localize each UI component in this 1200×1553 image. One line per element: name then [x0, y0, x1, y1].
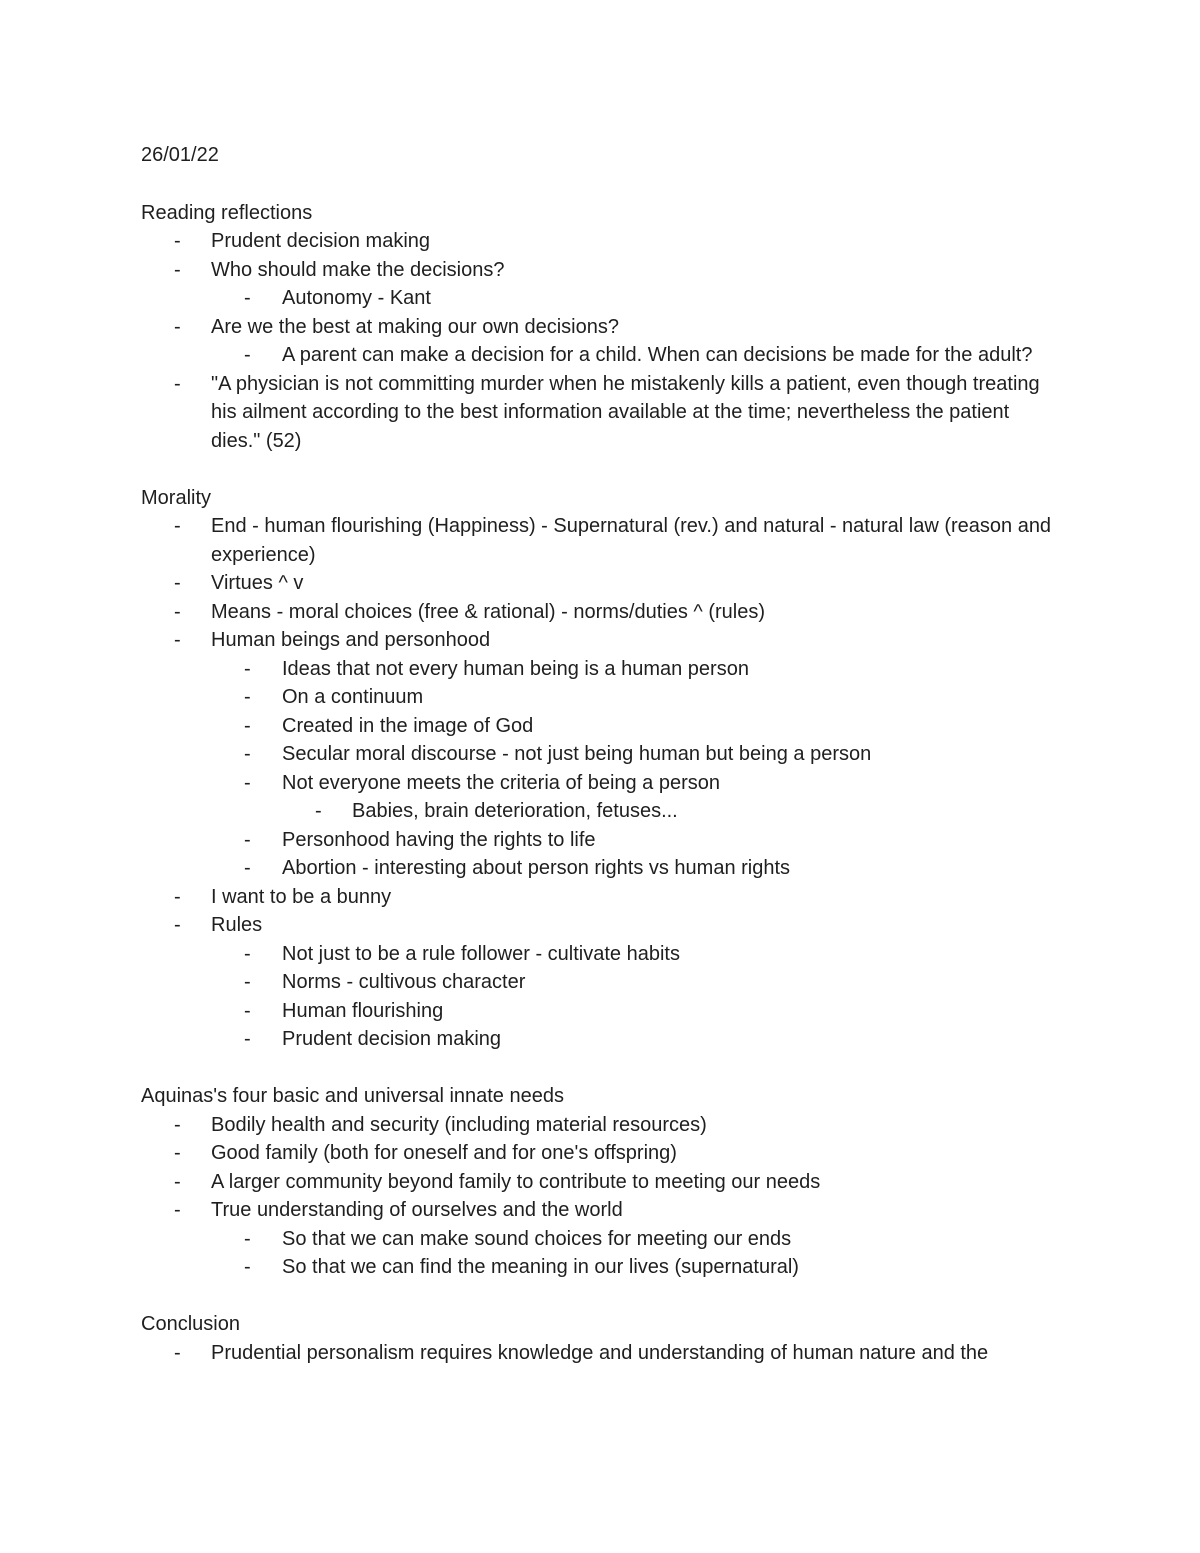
bullet-text: "A physician is not committing murder when he mistakenly kills a patient, even though treating his ailment according to the best information available at the time; nevertheless the patient dies." (52)	[211, 372, 1040, 452]
bullet-text: Autonomy - Kant	[282, 287, 431, 309]
bullet-text: So that we can find the meaning in our lives (supernatural)	[282, 1256, 799, 1278]
bullet-dash: -	[174, 1113, 181, 1136]
bullet-text: Good family (both for oneself and for one's offspring)	[211, 1142, 677, 1164]
bullet-item	[141, 1139, 1061, 1168]
bullet-text: Prudent decision making	[211, 230, 431, 252]
bullet-dash: -	[315, 800, 322, 822]
bullet-text: Bodily health and security (including material resources)	[211, 1113, 707, 1136]
bullet-item	[141, 997, 1061, 1026]
bullet-dash: -	[174, 372, 181, 395]
bullet-dash: -	[174, 885, 181, 908]
bullet-text: Secular moral discourse - not just being human but being a person	[282, 743, 872, 765]
bullet-item	[141, 940, 1061, 969]
bullet-item	[141, 740, 1061, 769]
bullet-dash: -	[244, 828, 251, 851]
bullet-item	[141, 370, 1061, 456]
bullet-dash: -	[244, 686, 251, 708]
bullet-text: Human beings and personhood	[211, 629, 491, 651]
bullet-item	[141, 769, 1061, 798]
bullet-text: Means - moral choices (free & rational) - norms/duties ^ (rules)	[211, 600, 766, 623]
bullet-text: Rules	[211, 914, 263, 936]
bullet-dash: -	[174, 914, 181, 936]
bullet-item	[141, 683, 1061, 712]
bullet-dash: -	[174, 1170, 181, 1193]
bullet-dash: -	[244, 344, 251, 366]
bullet-text: Not just to be a rule follower - cultivate habits	[282, 942, 680, 965]
bullet-dash: -	[244, 743, 251, 765]
bullet-item	[141, 655, 1061, 684]
bullet-dash: -	[174, 515, 181, 537]
bullet-dash: -	[244, 1028, 251, 1050]
bullet-text: Babies, brain deterioration, fetuses...	[352, 800, 678, 822]
bullet-dash: -	[174, 1142, 181, 1164]
bullet-text: Who should make the decisions?	[211, 258, 505, 281]
note-section	[141, 1082, 1061, 1282]
bullet-item	[141, 712, 1061, 741]
bullet-dash: -	[174, 1199, 181, 1221]
bullet-text: Not everyone meets the criteria of being a person	[282, 771, 721, 794]
bullet-dash: -	[244, 714, 251, 737]
section-heading: Morality	[141, 486, 212, 509]
section-heading: Reading reflections	[141, 201, 313, 224]
bullet-text: Norms - cultivous character	[282, 971, 526, 993]
bullet-text: Prudent decision making	[282, 1028, 502, 1050]
bullet-item	[141, 1339, 1061, 1368]
bullet-text: Ideas that not every human being is a human person	[282, 657, 749, 680]
bullet-item	[141, 968, 1061, 997]
bullet-dash: -	[174, 629, 181, 651]
bullet-item	[141, 1111, 1061, 1140]
bullet-text: On a continuum	[282, 686, 424, 708]
bullet-item	[141, 313, 1061, 342]
bullet-item	[141, 911, 1061, 940]
bullet-item	[141, 797, 1061, 826]
bullet-item	[141, 341, 1061, 370]
bullet-dash: -	[244, 942, 251, 965]
bullet-text: I want to be a bunny	[211, 885, 392, 908]
bullet-dash: -	[244, 771, 251, 794]
bullet-text: A larger community beyond family to contribute to meeting our needs	[211, 1170, 821, 1193]
bullet-item	[141, 626, 1061, 655]
bullet-dash: -	[244, 857, 251, 879]
sections-container	[141, 199, 1061, 1368]
section-heading: Aquinas's four basic and universal innate needs	[141, 1085, 564, 1107]
bullet-item	[141, 1253, 1061, 1282]
bullet-item	[141, 284, 1061, 313]
bullet-dash: -	[244, 657, 251, 680]
bullet-dash: -	[174, 1341, 181, 1364]
bullet-dash: -	[244, 287, 251, 309]
bullet-item	[141, 1225, 1061, 1254]
note-section	[141, 1310, 1061, 1367]
section-heading: Conclusion	[141, 1313, 240, 1335]
bullet-text: True understanding of ourselves and the world	[211, 1199, 623, 1221]
bullet-item	[141, 883, 1061, 912]
bullet-dash: -	[174, 600, 181, 623]
bullet-item	[141, 512, 1061, 569]
bullet-dash: -	[244, 971, 251, 993]
bullet-text: Created in the image of God	[282, 714, 534, 737]
bullet-dash: -	[244, 999, 251, 1022]
bullet-text: Are we the best at making our own decisions?	[211, 315, 619, 338]
bullet-item	[141, 256, 1061, 285]
note-date: 26/01/22	[141, 144, 219, 166]
bullet-text: A parent can make a decision for a child. When can decisions be made for the adult?	[282, 344, 1033, 366]
bullet-item	[141, 826, 1061, 855]
bullet-dash: -	[174, 572, 181, 594]
bullet-text: Personhood having the rights to life	[282, 828, 596, 851]
note-section	[141, 484, 1061, 1054]
bullet-dash: -	[174, 315, 181, 338]
bullet-dash: -	[174, 258, 181, 281]
bullet-text: So that we can make sound choices for meeting our ends	[282, 1227, 792, 1250]
bullet-dash: -	[244, 1256, 251, 1278]
bullet-dash: -	[174, 230, 181, 252]
bullet-text: Virtues ^ v	[211, 572, 304, 594]
bullet-text: Abortion - interesting about person rights vs human rights	[282, 857, 791, 879]
bullet-item	[141, 1025, 1061, 1054]
bullet-text: Prudential personalism requires knowledge and understanding of human nature and the	[211, 1341, 989, 1364]
bullet-text: End - human flourishing (Happiness) - Supernatural (rev.) and natural - natural law (reason and experience)	[211, 515, 1052, 566]
bullet-text: Human flourishing	[282, 999, 444, 1022]
bullet-item	[141, 1168, 1061, 1197]
bullet-dash: -	[244, 1227, 251, 1250]
bullet-item	[141, 569, 1061, 598]
bullet-item	[141, 1196, 1061, 1225]
bullet-item	[141, 598, 1061, 627]
bullet-item	[141, 854, 1061, 883]
bullet-item	[141, 227, 1061, 256]
document-body	[141, 141, 1061, 1396]
note-section	[141, 199, 1061, 456]
